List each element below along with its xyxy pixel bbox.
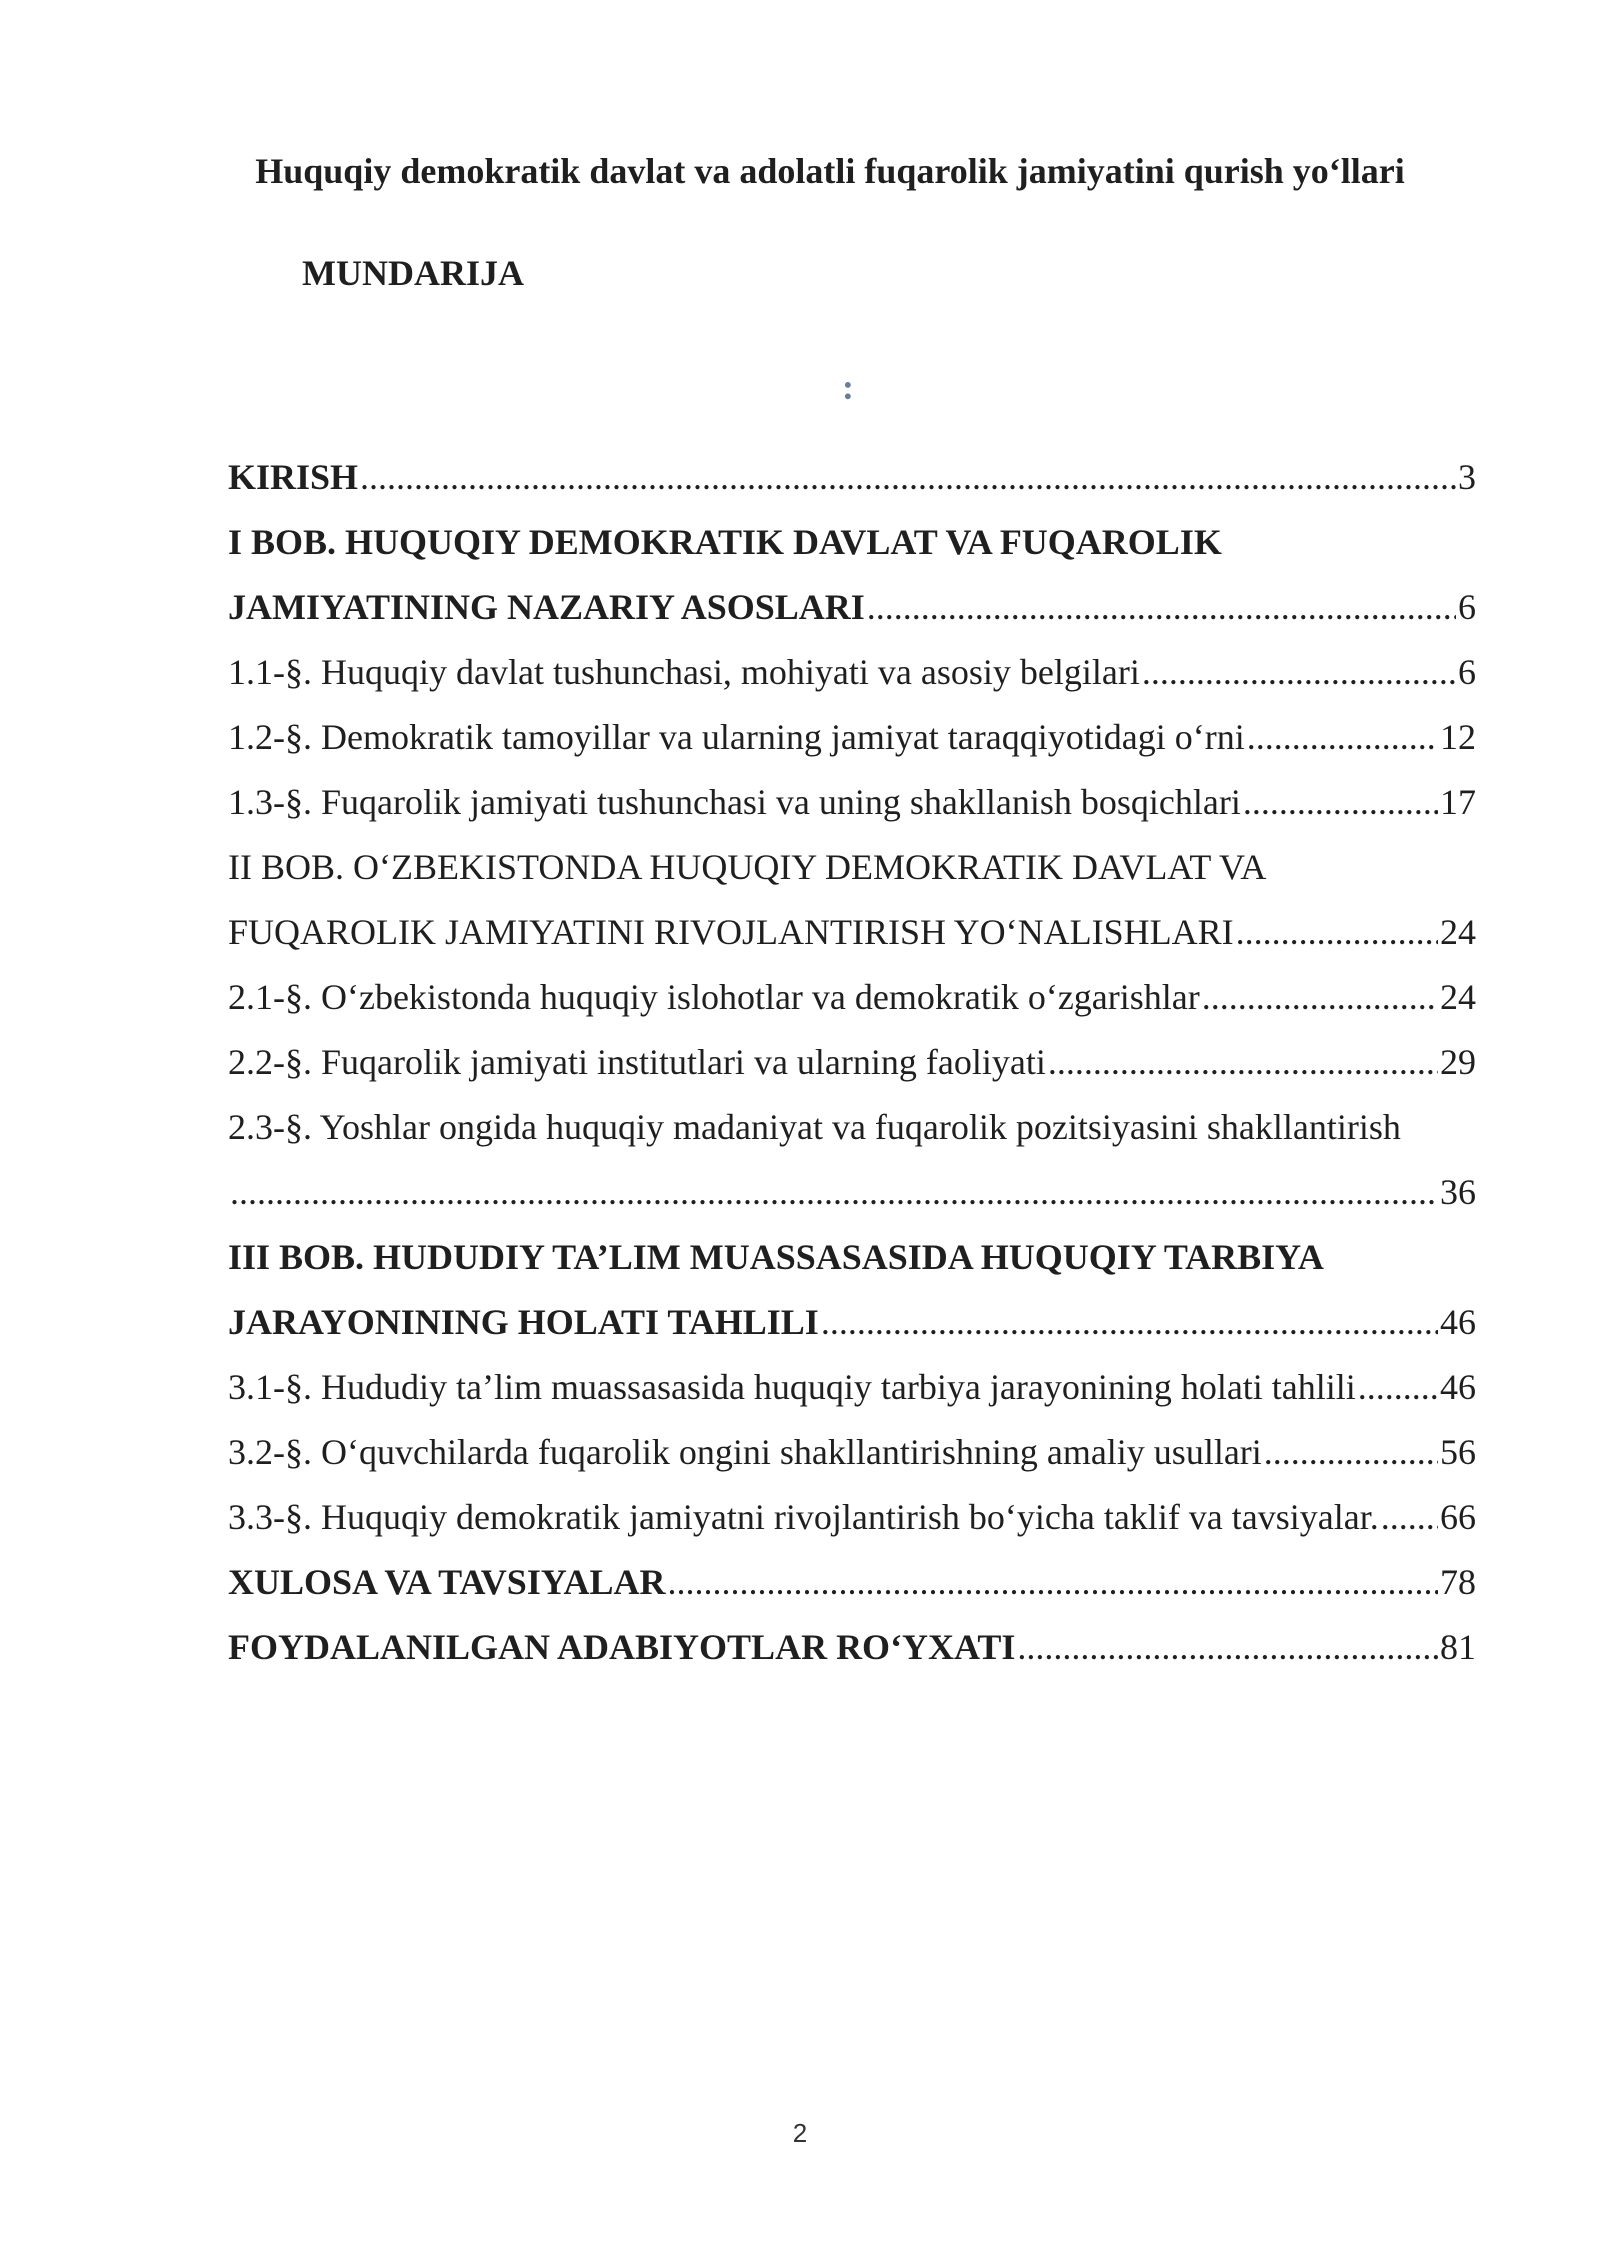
toc-entry-page: 56 (1440, 1432, 1476, 1472)
toc-entry (228, 835, 1476, 900)
toc-entry-title: II BOB. O‘ZBEKISTONDA HUQUQIY DEMOKRATIK DAVLAT VA (228, 847, 1267, 887)
page-number: 2 (792, 2118, 808, 2148)
toc-leader-dots (668, 1550, 1438, 1615)
toc-leader-dots (867, 575, 1456, 640)
toc-entry-page: 66 (1440, 1497, 1476, 1537)
toc-leader-dots (821, 1290, 1438, 1355)
toc-leader-dots (1202, 965, 1438, 1030)
toc-entry-page: 46 (1440, 1367, 1476, 1407)
toc-entry (228, 1420, 1476, 1485)
toc-entry (228, 1355, 1476, 1420)
toc-entry (228, 1550, 1476, 1615)
toc-leader-dots (1142, 640, 1456, 705)
toc-entry-page: 24 (1440, 912, 1476, 952)
toc-entry-title: I BOB. HUQUQIY DEMOKRATIK DAVLAT VA FUQAROLIK (228, 522, 1222, 562)
toc-leader-dots (1264, 1420, 1438, 1485)
toc-entry-title: KIRISH (228, 457, 359, 497)
toc-entry-title: FOYDALANILGAN ADABIYOTLAR RO‘YXATI (228, 1627, 1016, 1667)
colon-mark: : (842, 367, 854, 407)
toc-entry-page: 81 (1440, 1627, 1476, 1667)
toc-entry (228, 1290, 1476, 1355)
toc-entry (228, 575, 1476, 640)
toc-entry-title: 3.2-§. O‘quvchilarda fuqarolik ongini shakllantirishning amaliy usullari (228, 1432, 1262, 1472)
toc-entry-title: 2.1-§. O‘zbekistonda huquqiy islohotlar va demokratik o‘zgarishlar (228, 977, 1200, 1017)
toc-leader-dots (1048, 1030, 1438, 1095)
toc-entry-title: XULOSA VA TAVSIYALAR (228, 1562, 666, 1602)
toc-entry (228, 1030, 1476, 1095)
document-title: Huquqiy demokratik davlat va adolatli fuqarolik jamiyatini qurish yo‘llari (255, 151, 1405, 191)
toc-leader-dots (1236, 900, 1438, 965)
toc-entry-title: 3.1-§. Hududiy ta’lim muassasasida huquqiy tarbiya jarayonining holati tahlili (228, 1367, 1356, 1407)
toc-entry-title: 1.3-§. Fuqarolik jamiyati tushunchasi va uning shakllanish bosqichlari (228, 782, 1241, 822)
toc-entry-page: 78 (1440, 1562, 1476, 1602)
toc-leader-dots (1381, 1485, 1438, 1550)
toc-heading: MUNDARIJA (302, 253, 524, 293)
toc-entry-page: 29 (1440, 1042, 1476, 1082)
toc-leader-dots (1017, 1615, 1438, 1680)
toc-entry-page: 3 (1458, 457, 1476, 497)
toc-entry-title: III BOB. HUDUDIY TA’LIM MUASSASASIDA HUQUQIY TARBIYA (228, 1237, 1324, 1277)
toc-entry (228, 900, 1476, 965)
toc-leader-dots (1243, 770, 1438, 835)
toc-entry (228, 1095, 1476, 1160)
toc-entry (228, 445, 1476, 510)
toc-entry-title: 2.2-§. Fuqarolik jamiyati institutlari va ularning faoliyati (228, 1042, 1046, 1082)
toc-entry-title: 3.3-§. Huquqiy demokratik jamiyatni rivojlantirish bo‘yicha taklif va tavsiyalar. (228, 1497, 1379, 1537)
toc-entry (228, 965, 1476, 1030)
toc-entry-page: 6 (1458, 652, 1476, 692)
toc-leader-dots (360, 445, 1456, 510)
toc-entry (228, 1225, 1476, 1290)
toc-entry (228, 1160, 1476, 1225)
toc-entry (228, 640, 1476, 705)
toc-leader-dots (1247, 705, 1438, 770)
toc-entry-page: 12 (1440, 717, 1476, 757)
toc-entry (228, 510, 1476, 575)
toc-entry-title: JAMIYATINING NAZARIY ASOSLARI (228, 587, 865, 627)
toc-entry-page: 17 (1440, 782, 1476, 822)
toc-leader-dots (1358, 1355, 1438, 1420)
toc-entry-page: 46 (1440, 1302, 1476, 1342)
toc-leader-dots (230, 1160, 1438, 1225)
toc-entry-page: 36 (1440, 1172, 1476, 1212)
toc-entry-title: JARAYONINING HOLATI TAHLILI (228, 1302, 819, 1342)
toc-entry-title: 2.3-§. Yoshlar ongida huquqiy madaniyat va fuqarolik pozitsiyasini shakllantirish (228, 1107, 1401, 1147)
toc-entry (228, 1615, 1476, 1680)
toc-entry (228, 1485, 1476, 1550)
toc-entry (228, 770, 1476, 835)
toc-entry-title: 1.2-§. Demokratik tamoyillar va ularning jamiyat taraqqiyotidagi o‘rni (228, 717, 1245, 757)
toc-entry-page: 24 (1440, 977, 1476, 1017)
toc-entry-page: 6 (1458, 587, 1476, 627)
toc-entry-title: 1.1-§. Huquqiy davlat tushunchasi, mohiyati va asosiy belgilari (228, 652, 1140, 692)
table-of-contents (228, 445, 1476, 1680)
toc-entry (228, 705, 1476, 770)
toc-entry-title: FUQAROLIK JAMIYATINI RIVOJLANTIRISH YO‘NALISHLARI (228, 912, 1234, 952)
